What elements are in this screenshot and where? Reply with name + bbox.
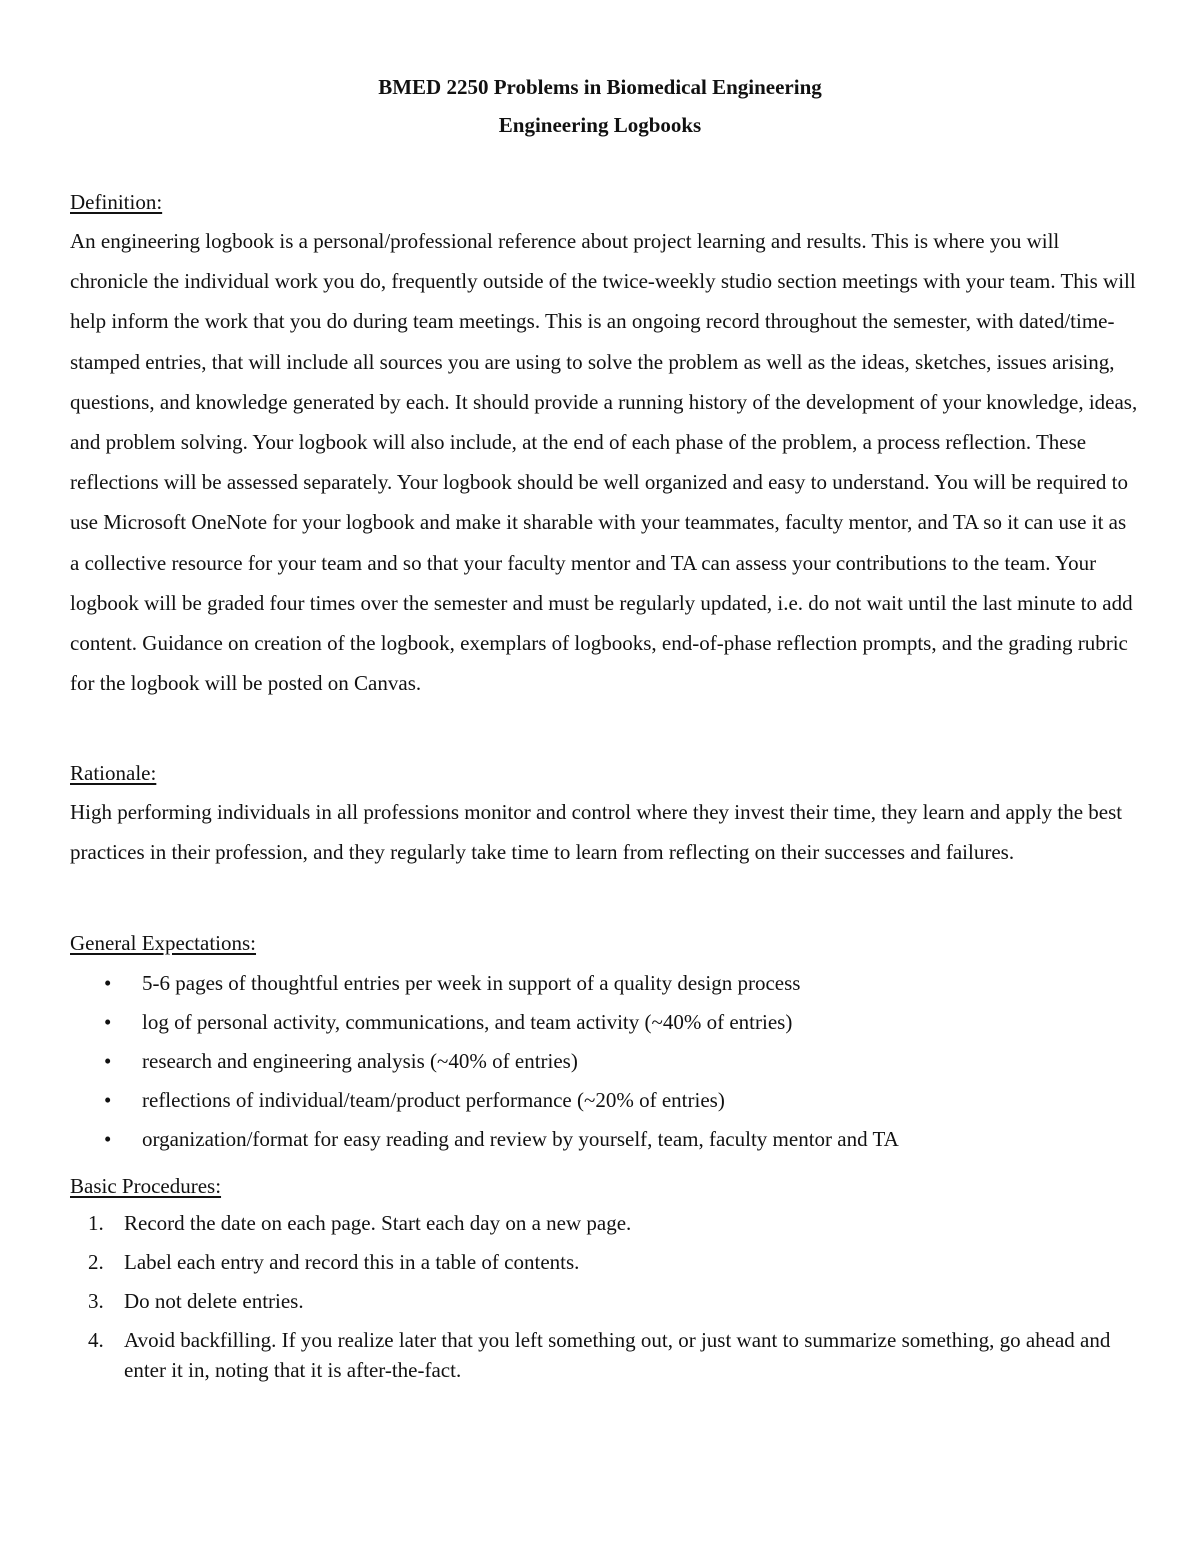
bullet-icon: • [104,971,112,995]
list-item [70,1325,1140,1385]
list-item-text: Do not delete entries. [124,1289,304,1313]
list-item-text: Label each entry and record this in a table of contents. [124,1250,580,1274]
list-item [70,1247,1140,1277]
step-number: 1. [88,1211,104,1235]
list-item-text: Record the date on each page. Start each day on a new page. [124,1211,632,1235]
list-item-text: log of personal activity, communications, and team activity (~40% of entries) [142,1010,793,1034]
list-item [70,1042,1140,1081]
document-title: BMED 2250 Problems in Biomedical Engineering [378,75,822,99]
rationale-paragraph: High performing individuals in all professions monitor and control where they invest their time, they learn and apply the best practices in their profession, and they regularly take time to learn from reflecting on their successes and failures. [70,800,1123,865]
list-item [70,964,1140,1003]
definition-heading: Definition: [70,190,163,214]
list-item-text: 5-6 pages of thoughtful entries per week in support of a quality design process [142,971,801,995]
procedures-list [70,1208,1140,1394]
expectations-heading: General Expectations: [70,931,257,955]
procedures-heading: Basic Procedures: [70,1174,222,1198]
bullet-icon: • [104,1088,112,1112]
list-item [70,1081,1140,1120]
list-item-text: organization/format for easy reading and review by yourself, team, faculty mentor and TA [142,1127,899,1151]
document-subtitle: Engineering Logbooks [498,113,702,137]
list-item-text: reflections of individual/team/product performance (~20% of entries) [142,1088,725,1112]
list-item-text: research and engineering analysis (~40% of entries) [142,1049,578,1073]
list-item [70,1120,1140,1159]
list-item [70,1003,1140,1042]
rationale-heading: Rationale: [70,761,157,785]
step-number: 4. [88,1328,104,1352]
list-item [70,1286,1140,1316]
expectations-list [70,964,1140,1159]
definition-paragraph: An engineering logbook is a personal/professional reference about project learning and results. This is where you will chronicle the individual work you do, frequently outside of the twice-weekly studio section meetings with your team. This will help inform the work that you do during team meetings. This is an ongoing record throughout the semester, with dated/time-stamped entries, that will include all sources you are using to solve the problem as well as the ideas, sketches, issues arising, questions, and knowledge generated by each. It should provide a running history of the development of your knowledge, ideas, and problem solving. Your logbook will also include, at the end of each phase of the problem, a process reflection. These reflections will be assessed separately. Your logbook should be well organized and easy to understand. You will be required to use Microsoft OneNote for your logbook and make it sharable with your teammates, faculty mentor, and TA so it can use it as a collective resource for your team and so that your faculty mentor and TA can assess your contributions to the team. Your logbook will be graded four times over the semester and must be regularly updated, i.e. do not wait until the last minute to add content. Guidance on creation of the logbook, exemplars of logbooks, end-of-phase reflection prompts, and the grading rubric for the logbook will be posted on Canvas. [70,229,1138,696]
step-number: 3. [88,1289,104,1313]
list-item-text: Avoid backfilling. If you realize later that you left something out, or just want to summarize something, go ahead and enter it in, noting that it is after-the-fact. [124,1328,1111,1382]
bullet-icon: • [104,1049,112,1073]
bullet-icon: • [104,1010,112,1034]
bullet-icon: • [104,1127,112,1151]
step-number: 2. [88,1250,104,1274]
list-item [70,1208,1140,1238]
